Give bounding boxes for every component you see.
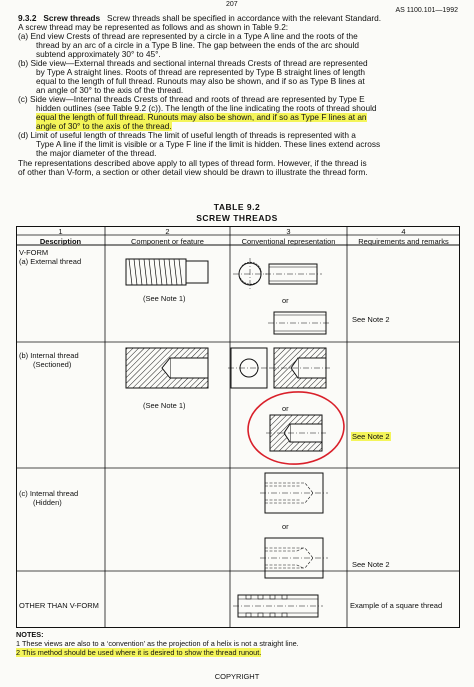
section-line: by Type A straight lines. Roots of thread are represented by Type B straight lines of length bbox=[36, 67, 365, 77]
section-line: Type A line if the limit is visible or a Type F line if the limit is hidden. These lines extend across bbox=[36, 139, 381, 149]
highlighted-line: angle of 30° to the axis of the thread. bbox=[36, 121, 172, 131]
notes-heading: NOTES: bbox=[16, 630, 44, 639]
highlighted-line: equal the length of full thread. Runouts may also be shown, and if so as Type F lines at an bbox=[36, 112, 367, 122]
section-line: subtend approximately 30° to 45°. bbox=[36, 49, 161, 59]
row-a-or: or bbox=[282, 296, 289, 305]
row-b-desc: (b) Internal thread bbox=[19, 351, 79, 360]
col-header: Conventional representation bbox=[241, 237, 336, 246]
section-line: (b) Side view—External threads and sectional internal threads Crests of thread are represented bbox=[18, 58, 368, 68]
section-line: The representations described above apply to all types of thread form. However, if the thread is bbox=[18, 158, 367, 168]
internal-thread-end-view bbox=[228, 348, 270, 388]
external-thread-end-view bbox=[233, 258, 322, 290]
col-number: 1 bbox=[58, 227, 63, 236]
table-subtitle: SCREW THREADS bbox=[196, 213, 278, 223]
col-number: 2 bbox=[165, 227, 170, 236]
internal-thread-section-view bbox=[270, 348, 330, 388]
col-header: Component or feature bbox=[131, 237, 204, 246]
col-number: 4 bbox=[401, 227, 406, 236]
section-line: (a) End view Crests of thread are represented by a circle in a Type A line and the roots of the bbox=[18, 31, 358, 41]
section-line: (c) Side view—Internal threads Crests of thread and roots of thread are represented by Type E bbox=[18, 94, 365, 104]
row-b-remark: See Note 2 bbox=[352, 432, 390, 441]
row-d-remark: Example of a square thread bbox=[350, 601, 443, 610]
row-b-comp-note: (See Note 1) bbox=[143, 401, 186, 410]
section-line: (d) Limit of useful length of threads The limit of useful length of threads is represented with a bbox=[18, 130, 356, 140]
note-1: 1 These views are also to a ‘convention’ as the projection of a helix is not a straight line. bbox=[16, 639, 299, 648]
section-line: A screw thread may be represented as follows and as shown in Table 9.2: bbox=[18, 22, 289, 32]
section-line: thread by an arc of a circle in a Type B line. The gap between the ends of the arc should bbox=[36, 40, 360, 50]
internal-thread-runout-view bbox=[266, 415, 326, 451]
copyright-footer: COPYRIGHT bbox=[214, 672, 260, 681]
section-line: the major diameter of the thread. bbox=[36, 148, 157, 158]
row-a-comp-note: (See Note 1) bbox=[143, 294, 186, 303]
col-header: Requirements and remarks bbox=[358, 237, 449, 246]
row-c-desc-sub: (Hidden) bbox=[33, 498, 62, 507]
vform-label: V-FORM bbox=[19, 248, 49, 257]
section-number: 9.3.2 bbox=[18, 13, 37, 23]
col-number: 3 bbox=[286, 227, 291, 236]
hidden-thread-view-1 bbox=[260, 473, 328, 513]
section-title: Screw threads bbox=[43, 13, 101, 23]
row-c-remark: See Note 2 bbox=[352, 560, 390, 569]
section-line: of other than V-form, a section or other detail view should be drawn to illustrate the thread form. bbox=[18, 167, 368, 177]
row-a-desc: (a) External thread bbox=[19, 257, 82, 266]
page-number: 207 bbox=[226, 1, 238, 8]
section-line: an angle of 30° to the axis of the thread. bbox=[36, 85, 184, 95]
standard-id: AS 1100.101—1992 bbox=[395, 7, 458, 14]
square-thread-drawing bbox=[233, 595, 323, 617]
hidden-thread-view-2 bbox=[260, 538, 328, 578]
section-line: equal to the length of full thread. Runouts may also be shown, and if so as Type B lines at bbox=[36, 76, 365, 86]
row-c-or: or bbox=[282, 522, 289, 531]
row-a-remark: See Note 2 bbox=[352, 315, 390, 324]
row-b-desc-sub: (Sectioned) bbox=[33, 360, 72, 369]
section-line: Screw threads shall be specified in accordance with the relevant Standard. bbox=[107, 13, 381, 23]
section-line: hidden outlines (see Table 9.2 (c)). The length of the line indicating the roots of thread should bbox=[36, 103, 377, 113]
row-d-desc: OTHER THAN V-FORM bbox=[19, 601, 99, 610]
row-b-or: or bbox=[282, 404, 289, 413]
external-thread-side-view bbox=[268, 312, 331, 334]
external-thread-component bbox=[126, 259, 208, 285]
internal-thread-component bbox=[126, 348, 208, 388]
col-header: Description bbox=[39, 237, 82, 246]
table-title: TABLE 9.2 bbox=[213, 202, 261, 212]
note-2: 2 This method should be used where it is desired to show the thread runout. bbox=[16, 648, 262, 657]
row-c-desc: (c) Internal thread bbox=[19, 489, 79, 498]
